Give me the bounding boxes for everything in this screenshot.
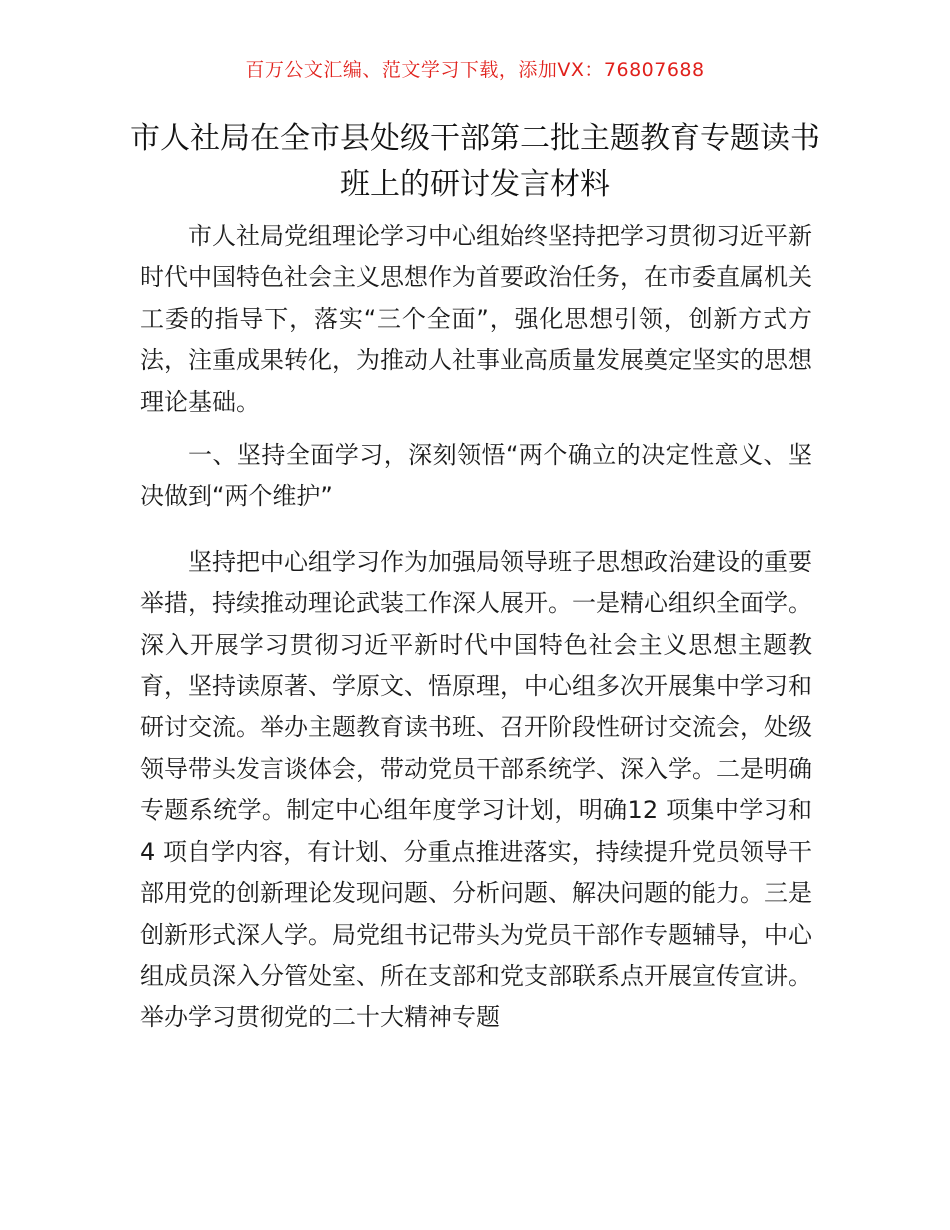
document-title: 市人社局在全市县处级干部第二批主题教育专题读书班上的研讨发言材料 <box>130 121 820 202</box>
header-note: 百万公文汇编、范文学习下载，添加VX：76807688 <box>245 59 705 81</box>
section-1-paragraph: 坚持把中心组学习作为加强局领导班子思想政治建设的重要举措，持续推动理论武装工作深人展开。一是精心组织全面学。深入开展学习贯彻习近平新时代中国特色社会主义思想主题教育，坚持读原著、学原文、悟原理，中心组多次开展集中学习和研讨交流。举办主题教育读书班、召开阶段性研讨交流会，处级领导带头发言谈体会，带动党员干部系统学、深入学。二是明确专题系统学。制定中心组年度学习计划，明确12 项集中学习和 4 项自学内容，有计划、分重点推进落实，持续提升党员领导干部用党的创新理论发现问题、分析问题、解决问题的能力。三是创新形式深人学。局党组书记带头为党员干部作专题辅导，中心组成员深入分管处室、所在支部和党支部联系点开展宣传宣讲。举办学习贯彻党的二十大精神专题 <box>140 547 812 1032</box>
intro-paragraph: 市人社局党组理论学习中心组始终坚持把学习贯彻习近平新时代中国特色社会主义思想作为首要政治任务，在市委直属机关工委的指导下，落实“三个全面”，强化思想引领，创新方式方法，注重成果转化，为推动人社事业高质量发展奠定坚实的思想理论基础。 <box>140 222 812 416</box>
section-heading-1: 一、坚持全面学习，深刻领悟“两个确立的决定性意义、坚决做到“两个维护” <box>140 441 812 511</box>
document-body <box>140 216 812 1039</box>
